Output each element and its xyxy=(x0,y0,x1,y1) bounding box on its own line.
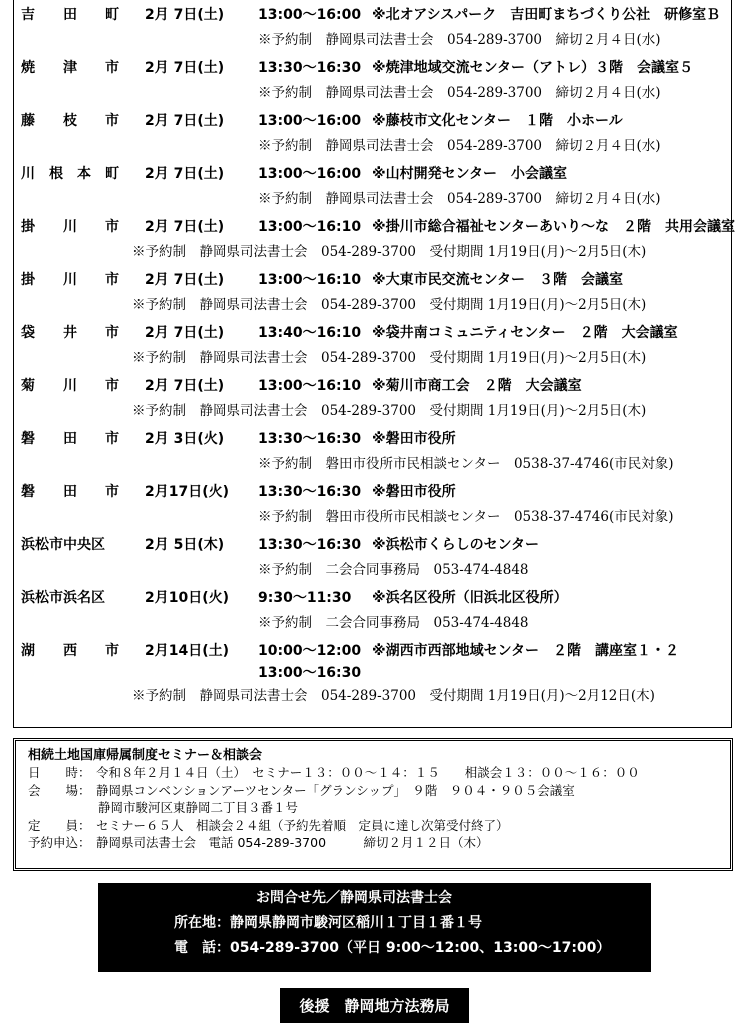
schedule-time: 13:30～16:30 xyxy=(258,537,362,553)
schedule-time: 13:00～16:10 xyxy=(258,219,362,235)
seminar-venue-line xyxy=(28,782,720,800)
seminar-date-value: 令和８年２月１４日（土） セミナー１３：００～１４：１５ 相談会１３：００～１６：００ xyxy=(96,765,640,780)
schedule-city: 藤 枝 市 xyxy=(21,113,119,129)
schedule-venue: ※袋井南コミュニティセンター ２階 大会議室 xyxy=(372,325,678,341)
seminar-title: 相続土地国庫帰属制度セミナー＆相談会 xyxy=(28,748,263,763)
schedule-venue: ※湖西市西部地域センター ２階 講座室１・２ xyxy=(372,643,680,659)
schedule-note: ※予約制 静岡県司法書士会 054-289-3700 受付期間 1月19日(月)～2月5日(木) xyxy=(132,297,647,313)
schedule-note: ※予約制 静岡県司法書士会 054-289-3700 締切２月４日(水) xyxy=(258,191,661,207)
schedule-date: 2月 7日(土) xyxy=(145,166,225,182)
schedule-note: ※予約制 二会合同事務局 053-474-4848 xyxy=(258,562,529,578)
schedule-date: 2月 7日(土) xyxy=(145,272,225,288)
schedule-city: 掛 川 市 xyxy=(21,272,119,288)
contact-box xyxy=(98,883,651,972)
schedule-note: ※予約制 静岡県司法書士会 054-289-3700 締切２月４日(水) xyxy=(258,85,661,101)
seminar-reserve-label: 予約申込： xyxy=(28,835,91,851)
contact-address-line xyxy=(174,912,482,934)
seminar-reserve-value: 静岡県司法書士会 電話 054-289-3700 締切２月１２日（木） xyxy=(96,835,489,851)
schedule-date: 2月 5日(木) xyxy=(145,537,225,553)
seminar-capacity-label: 定 員： xyxy=(28,817,91,833)
schedule-city: 磐 田 市 xyxy=(21,431,119,447)
schedule-note: ※予約制 静岡県司法書士会 054-289-3700 締切２月４日(水) xyxy=(258,32,661,48)
schedule-date: 2月 7日(土) xyxy=(145,7,225,23)
schedule-venue: ※磐田市役所 xyxy=(372,431,456,447)
schedule-date: 2月 3日(火) xyxy=(145,431,225,447)
schedule-venue: ※掛川市総合福祉センターあいり～な ２階 共用会議室 xyxy=(372,219,736,235)
schedule-note: ※予約制 静岡県司法書士会 054-289-3700 受付期間 1月19日(月)～2月5日(木) xyxy=(132,244,647,260)
schedule-note: ※予約制 磐田市役所市民相談センター 0538-37-4746(市民対象) xyxy=(258,456,674,472)
schedule-date: 2月10日(火) xyxy=(145,590,230,606)
schedule-city: 磐 田 市 xyxy=(21,484,119,500)
schedule-city: 浜松市浜名区 xyxy=(21,590,105,606)
schedule-city: 菊 川 市 xyxy=(21,378,119,394)
schedule-city: 焼 津 市 xyxy=(21,60,119,76)
seminar-date-line xyxy=(28,764,720,782)
schedule-venue: ※菊川市商工会 ２階 大会議室 xyxy=(372,378,582,394)
schedule-note: ※予約制 静岡県司法書士会 054-289-3700 受付期間 1月19日(月)～2月12日(木) xyxy=(132,688,655,704)
schedule-city: 掛 川 市 xyxy=(21,219,119,235)
schedule-time-2: 13:00～16:30 xyxy=(258,665,362,681)
seminar-venue-label: 会 場： xyxy=(28,782,91,798)
schedule-time: 13:30～16:30 xyxy=(258,484,362,500)
schedule-venue: ※浜松市くらしのセンター xyxy=(372,537,540,553)
schedule-city: 袋 井 市 xyxy=(21,325,119,341)
schedule-time: 13:00～16:10 xyxy=(258,272,362,288)
schedule-time: 10:00～12:00 xyxy=(258,643,362,659)
schedule-note: ※予約制 磐田市役所市民相談センター 0538-37-4746(市民対象) xyxy=(258,509,674,525)
schedule-venue: ※磐田市役所 xyxy=(372,484,456,500)
seminar-date-label: 日 時： xyxy=(28,765,91,780)
schedule-date: 2月17日(火) xyxy=(145,484,230,500)
seminar-capacity-value: セミナー６５人 相談会２４組（予約先着順 定員に達し次第受付終了） xyxy=(96,817,509,833)
contact-address-label: 所在地： xyxy=(174,915,230,931)
schedule-time: 13:30～16:30 xyxy=(258,431,362,447)
schedule-venue: ※山村開発センター 小会議室 xyxy=(372,166,568,182)
schedule-venue: ※浜名区役所（旧浜北区役所） xyxy=(372,590,568,606)
schedule-note: ※予約制 静岡県司法書士会 054-289-3700 受付期間 1月19日(月)～2月5日(木) xyxy=(132,403,647,419)
schedule-time: 13:30～16:30 xyxy=(258,60,362,76)
schedule-time: 13:00～16:00 xyxy=(258,166,362,182)
contact-title: お問合せ先／静岡県司法書士会 xyxy=(256,890,452,906)
contact-phone-line xyxy=(174,937,610,959)
schedule-time: 9:30～11:30 xyxy=(258,590,352,606)
contact-phone-value: 054-289-3700（平日 9:00～12:00、13:00～17:00） xyxy=(230,940,611,956)
schedule-date: 2月 7日(土) xyxy=(145,219,225,235)
schedule-city: 吉 田 町 xyxy=(21,7,119,23)
schedule-date: 2月14日(土) xyxy=(145,643,230,659)
seminar-capacity-line xyxy=(28,817,720,835)
contact-phone-label: 電 話： xyxy=(174,940,230,956)
schedule-note: ※予約制 静岡県司法書士会 054-289-3700 受付期間 1月19日(月)～2月5日(木) xyxy=(132,350,647,366)
schedule-city: 湖 西 市 xyxy=(21,643,119,659)
schedule-time: 13:00～16:00 xyxy=(258,7,362,23)
schedule-note: ※予約制 静岡県司法書士会 054-289-3700 締切２月４日(水) xyxy=(258,138,661,154)
schedule-venue: ※大東市民交流センター ３階 会議室 xyxy=(372,272,624,288)
schedule-venue: ※藤枝市文化センター １階 小ホール xyxy=(372,113,623,129)
schedule-city: 川 根 本 町 xyxy=(21,166,119,182)
schedule-venue: ※北オアシスパーク 吉田町まちづくり公社 研修室Ｂ xyxy=(372,7,721,23)
schedule-venue: ※焼津地域交流センター（アトレ）３階 会議室５ xyxy=(372,60,694,76)
schedule-city: 浜松市中央区 xyxy=(21,537,105,553)
schedule-time: 13:00～16:10 xyxy=(258,378,362,394)
schedule-time: 13:40～16:10 xyxy=(258,325,362,341)
schedule-time: 13:00～16:00 xyxy=(258,113,362,129)
support-box: 後援 静岡地方法務局 xyxy=(280,988,469,1023)
seminar-reserve-line xyxy=(28,834,720,852)
schedule-table xyxy=(13,0,736,728)
schedule-date: 2月 7日(土) xyxy=(145,378,225,394)
schedule-date: 2月 7日(土) xyxy=(145,325,225,341)
schedule-note: ※予約制 二会合同事務局 053-474-4848 xyxy=(258,615,529,631)
contact-address-value: 静岡県静岡市駿河区稲川１丁目１番１号 xyxy=(230,915,482,931)
schedule-date: 2月 7日(土) xyxy=(145,113,225,129)
schedule-date: 2月 7日(土) xyxy=(145,60,225,76)
seminar-box xyxy=(13,738,733,871)
seminar-venue-value: 静岡県コンベンションアーツセンター「グランシップ」 ９階 ９０４・９０５会議室 xyxy=(96,782,575,798)
seminar-venue-address: 静岡市駿河区東静岡二丁目３番１号 xyxy=(98,800,299,816)
